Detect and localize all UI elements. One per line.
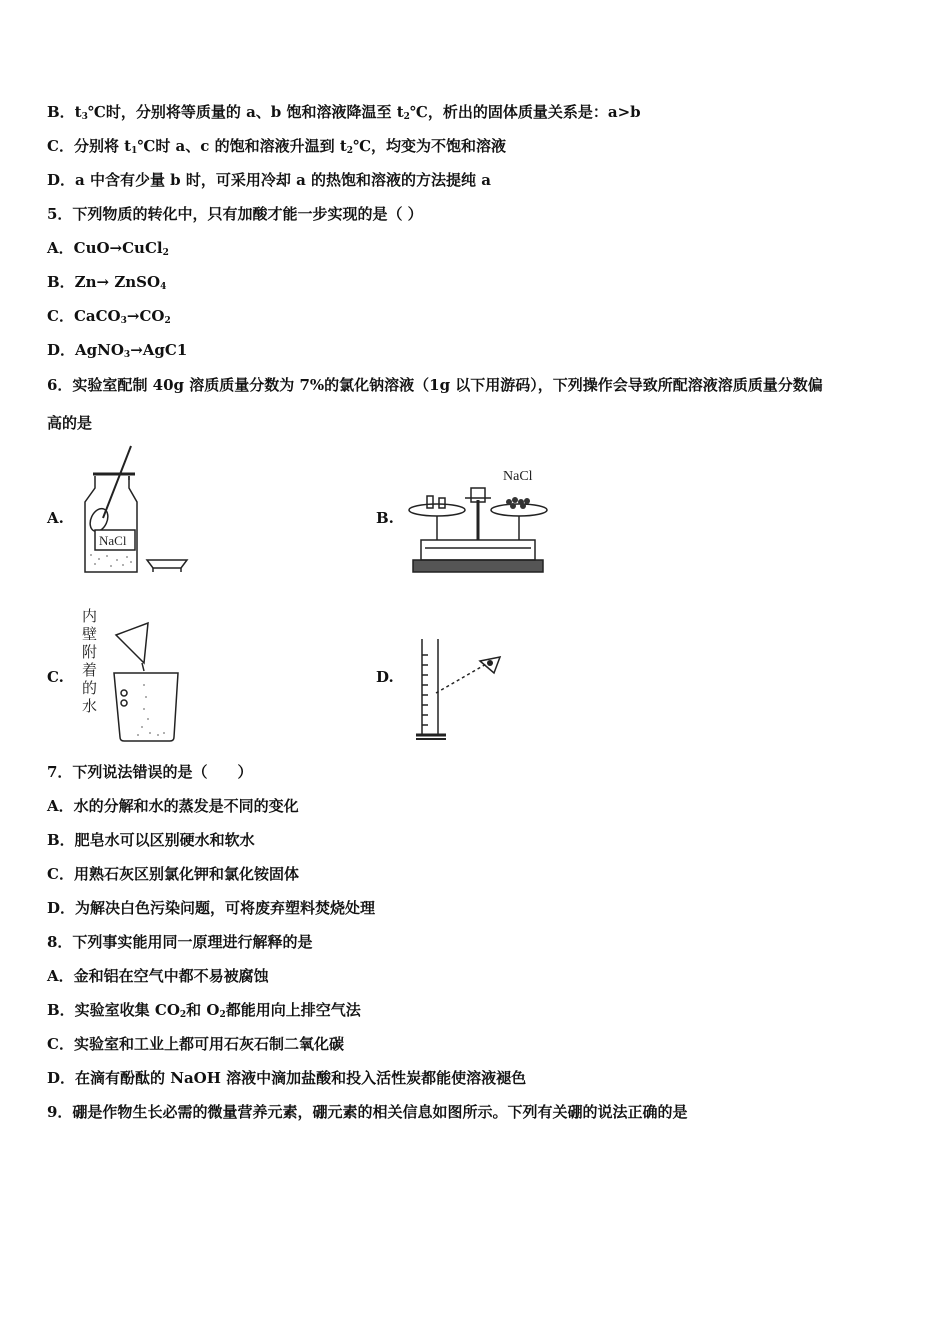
figure-c-funnel-beaker: [78, 605, 188, 745]
figure-c-char-1: 内: [82, 609, 98, 625]
figure-c-char-6: 水: [82, 699, 98, 715]
q5-stem: 5．下列物质的转化中，只有加酸才能一步实现的是（ ）: [47, 205, 423, 223]
q6-label-c: C.: [47, 668, 64, 686]
q5-option-c: C．$CaCO_3\to CO_2$: [47, 307, 171, 326]
q4-option-d: D．a 中含有少量 b 时，可采用冷却 a 的热饱和溶液的方法提纯 a: [47, 171, 491, 189]
q8-option-c: C．实验室和工业上都可用石灰石制二氧化碳: [47, 1035, 344, 1053]
q7-option-c: C．用熟石灰区别氯化钾和氯化铵固体: [47, 865, 299, 883]
figure-b-balance: [405, 460, 550, 578]
q7-option-d: D．为解决白色污染问题，可将废弃塑料焚烧处理: [47, 899, 376, 917]
q7-option-a: A．水的分解和水的蒸发是不同的变化: [47, 797, 299, 815]
figure-c-char-5: 的: [82, 681, 98, 697]
q7-stem: 7．下列说法错误的是（ ）: [47, 763, 253, 781]
q6-stem-line1: 6．实验室配制 40g 溶质质量分数为 7%的氯化钠溶液（1g 以下用游码），下列操作会导致所配溶液溶质质量分数偏: [47, 376, 823, 394]
q6-label-b: B.: [376, 509, 394, 527]
q5-option-d: D．AgNO$_3$→AgC1: [47, 341, 188, 360]
figure-c-char-4: 着: [82, 663, 98, 679]
q6-label-a: A.: [47, 509, 64, 527]
q8-option-b: B．实验室收集 $CO_2$和 $O_2$都能用向上排空气法: [47, 1001, 361, 1020]
q7-option-b: B．肥皂水可以区别硬水和软水: [47, 831, 255, 849]
q4-option-b: B．$t_3℃$时，分别将等质量的 a、b 饱和溶液降温至 $t_2℃$，析出的固体质量关系是：a>b: [47, 103, 641, 122]
q8-option-a: A．金和铝在空气中都不易被腐蚀: [47, 967, 269, 985]
q6-label-d: D.: [376, 668, 394, 686]
q5-option-a: A．CuO→CuCl$_2$: [47, 239, 169, 258]
q6-stem-line2: 高的是: [47, 414, 93, 432]
figure-b-label: NaCl: [503, 469, 533, 484]
figure-a-reagent-bottle: [75, 440, 200, 580]
q9-stem: 9．硼是作物生长必需的微量营养元素，硼元素的相关信息如图所示。下列有关硼的说法正确的是: [47, 1103, 688, 1121]
figure-c-char-3: 附: [82, 645, 98, 661]
q8-stem: 8．下列事实能用同一原理进行解释的是: [47, 933, 313, 951]
q8-option-d: D．在滴有酚酞的 NaOH 溶液中滴加盐酸和投入活性炭都能使溶液褪色: [47, 1069, 527, 1087]
figure-d-graduated-cylinder: [410, 635, 510, 747]
q5-option-b: B．Zn→ ZnSO$_4$: [47, 273, 167, 292]
q4-option-c: C．分别将 $t_1℃$时 a、c 的饱和溶液升温到 $t_2℃$，均变为不饱和溶液: [47, 137, 507, 156]
figure-c-char-2: 壁: [82, 627, 98, 643]
figure-a-label: NaCl: [99, 533, 127, 548]
